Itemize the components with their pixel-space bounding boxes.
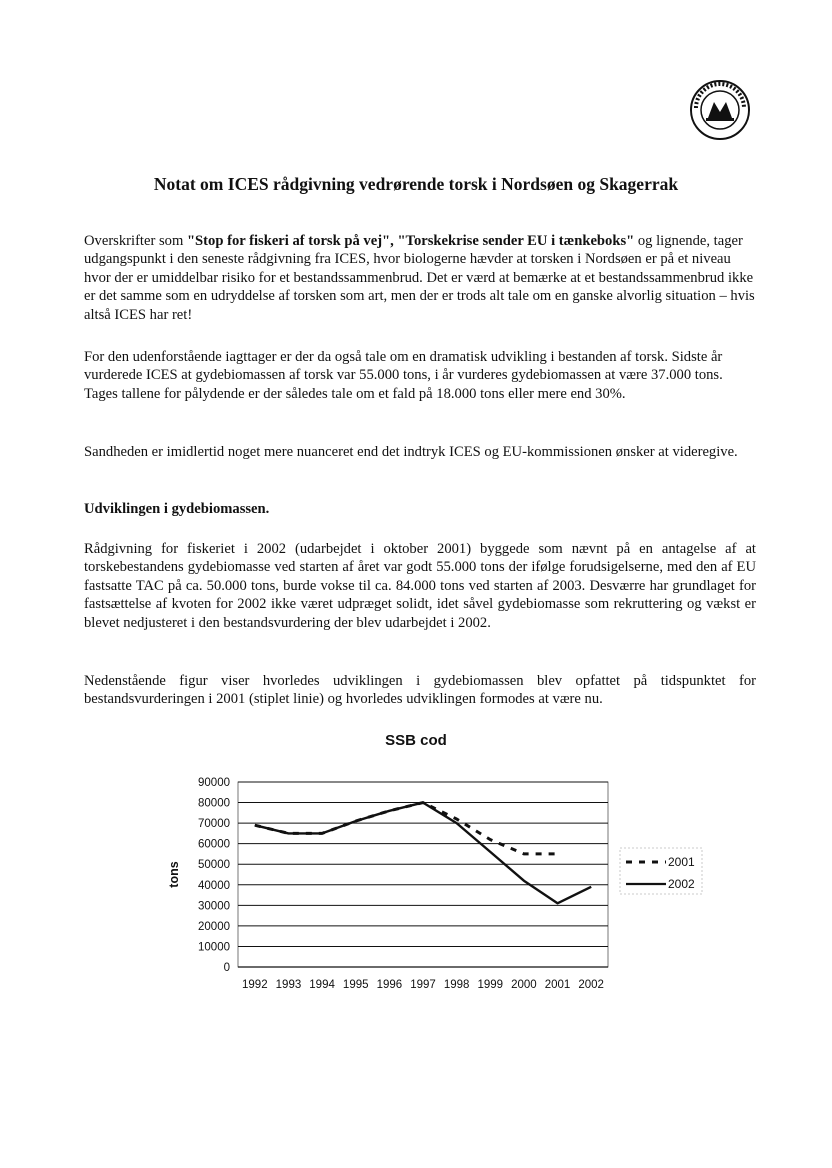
legend-label-2001: 2001: [668, 855, 695, 869]
x-tick-label: 1995: [342, 979, 369, 991]
x-tick-label: 1996: [376, 979, 403, 991]
x-tick-label: 1997: [410, 979, 436, 991]
danmarks-fiskeriforening-logo: [688, 78, 752, 142]
section-heading: Udviklingen i gydebiomassen.: [84, 501, 270, 517]
y-tick-label: 10000: [198, 941, 230, 954]
intro-text-2: og lignende, tager udgangspunkt i den seneste rådgivning fra ICES, hvor biologerne hævder at torsken i Nordsøen er på et niveau hvor der er umiddelbar risiko for et bestandssammenbrud. Det er værd at bemærke at et bestandssammenbrud ikke er det samme som en udryddelse af torsken som art, men der er trods alt tale om en ganske alvorlig situation – hvis altså ICES har ret!: [84, 233, 755, 323]
legend-label-2002: 2002: [668, 877, 695, 891]
paragraph-3: Sandheden er imidlertid noget mere nuanceret end det indtryk ICES og EU-kommissionen ønsker at videregive.: [84, 444, 738, 460]
x-tick-label: 2002: [578, 979, 604, 991]
x-tick-label: 1994: [309, 979, 335, 991]
x-tick-label: 2001: [544, 979, 571, 991]
document-title: Notat om ICES rådgivning vedrørende torsk i Nordsøen og Skagerrak: [153, 174, 679, 194]
ssb-cod-chart: [160, 770, 720, 1010]
intro-paragraph: [84, 232, 756, 324]
x-tick-label: 2000: [511, 979, 537, 991]
y-tick-label: 0: [223, 962, 230, 974]
chart-title: SSB cod: [385, 732, 447, 749]
x-tick-label: 1999: [477, 979, 504, 991]
paragraph-4: Rådgivning for fiskeriet i 2002 (udarbejdet i oktober 2001) byggede som nævnt på en antagelse af at torskebestandens gydebiomasse ved starten af året var godt 55.000 tons der ifølge forudsigelserne, med den af EU fastsatte TAC på ca. 50.000 tons, burde vokse til ca. 84.000 tons ved starten af 2003. Desværre har grundlaget for fastsættelse af kvoten for 2002 ikke været udpræget solidt, idet såvel gydebiomasse som rekruttering og vækst er blevet nedjusteret i den bestandsvurdering der blev udarbejdet i 2002.: [84, 541, 756, 631]
y-axis-label: tons: [167, 861, 181, 888]
y-tick-label: 40000: [198, 879, 230, 892]
x-tick-label: 1992: [242, 979, 268, 991]
x-tick-label: 1998: [443, 979, 470, 991]
paragraph-2: For den udenforstående iagttager er der da også tale om en dramatisk udvikling i bestanden af torsk. Sidste år vurderede ICES at gydebiomassen af torsk var 55.000 tons, i år vurderes gydebiomassen at være 37.000 tons. Tages tallene for pålydende er der således tale om et fald på 18.000 tons eller mere end 30%.: [84, 349, 723, 402]
plot-area: [238, 782, 608, 967]
series-line-2001: [255, 803, 558, 854]
y-tick-label: 60000: [198, 838, 230, 851]
y-tick-label: 80000: [198, 797, 230, 810]
x-tick-label: 1993: [275, 979, 302, 991]
y-tick-label: 70000: [198, 818, 230, 831]
paragraph-5: Nedenstående figur viser hvorledes udviklingen i gydebiomassen blev opfattet på tidspunktet for bestandsvurderingen i 2001 (stiplet linie) og hvorledes udviklingen formodes at være nu.: [84, 673, 756, 708]
intro-text-1: Overskrifter som: [84, 233, 187, 249]
y-tick-label: 50000: [198, 859, 230, 872]
intro-headlines: "Stop for fiskeri af torsk på vej", "Torskekrise sender EU i tænkeboks": [186, 233, 635, 249]
y-tick-label: 30000: [198, 900, 230, 913]
y-tick-label: 90000: [198, 777, 230, 789]
y-tick-label: 20000: [198, 920, 230, 933]
